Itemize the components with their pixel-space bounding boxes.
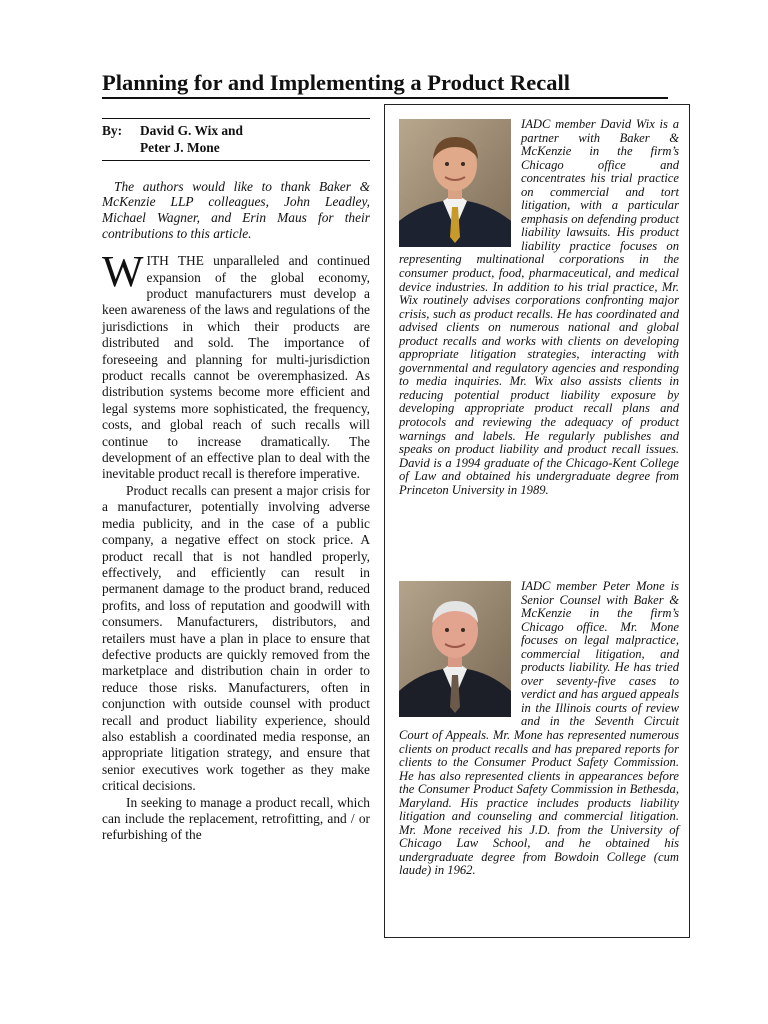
bio-david-wix (399, 118, 679, 497)
title-rule (102, 97, 668, 99)
body-paragraph-1-text: ITH THE unparalleled and continued expansion of the global economy, product manufacturers must develop a keen awareness of the laws and regulations of the jurisdictions in which their products are distributed and sold. The importance of foreseeing and planning for multi-jurisdiction product recalls cannot be overemphasized. As distribution systems become more efficient and legal systems more sophisticated, the frequency, costs, and global reach of such recalls will continue to increase dramatically. The development of an effective plan to deal with the inevitable product recall is therefore imperative. (102, 253, 370, 482)
author-photo-david-wix (399, 119, 511, 247)
bio-peter-mone (399, 580, 679, 878)
body-paragraph-1 (102, 247, 370, 483)
bio-text-peter-mone: IADC member Peter Mone is Senior Counsel with Baker & McKenzie in the firm’s Chicago office. Mr. Mone focuses on legal malpractice, commercial litigation, and products liability. He has tried over seventy-five cases to verdict and has argued appeals in the Illinois courts of review and in the Seventh Circuit Court of Appeals. Mr. Mone has represented numerous clients on product recalls and has prepared reports for clients to the Consumer Product Safety Commission. He has also represented clients in appearances before the Consumer Product Safety Commission in Bethesda, Maryland. His practice includes products liability litigation and counseling and commercial litigation. Mr. Mone received his J.D. from the University of Chicago Law School, and he obtained his undergraduate degree from Bowdoin College (cum laude) in 1962. (399, 579, 679, 878)
bio-text-david-wix: IADC member David Wix is a partner with Baker & McKenzie in the firm’s Chicago office and concentrates his trial practice on commercial and tort litigation, with a particular emphasis on defending product liability lawsuits. His product liability practice focuses on representing multinational corporations in the consumer product, food, pharmaceutical, and medical device industries. In addition to his trial practice, Mr. Wix routinely advises corporations confronting major crisis, such as product recalls. He has coordinated and advised clients on numerous national and global product recalls and works with clients on developing appropriate litigation strategies, interacting with governmental and regulatory agencies and responding to media inquiries. Mr. Wix also assists clients in reducing potential product liability exposure by developing appropriate product recall plans and protocols and reviewing the adequacy of product warnings and labels. He regularly publishes and speaks on product liability and product recall issues. David is a 1994 graduate of the Chicago-Kent College of Law and obtained his undergraduate degree from Princeton University in 1989. (399, 117, 679, 497)
body-paragraph-3: In seeking to manage a product recall, which can include the replacement, retrofitting, and / or refurbishing of the (102, 794, 370, 843)
byline-bottom-rule (102, 160, 370, 161)
portrait-icon (399, 119, 511, 247)
author-1: David G. Wix and (140, 123, 243, 138)
left-column (102, 118, 370, 844)
drop-cap: W (102, 247, 144, 297)
byline-label: By: (102, 123, 123, 138)
portrait-icon (399, 581, 511, 717)
body-paragraph-2: Product recalls can present a major crisis for a manufacturer, potentially involving adverse media publicity, and in the case of a public company, a negative effect on stock price. A product recall that is not handled properly, effectively, and efficiently can result in permanent damage to the product brand, reduced profits, and loss of reputation and goodwill with consumers. Manufacturers, distributors, and retailers must have a plan in place to ensure that defective products are quickly removed from the marketplace and distribution chain in order to reduce those risks. Manufacturers, often in conjunction with outside counsel with product recall and product liability experience, should also establish a coordinated media response, an appropriate litigation strategy, and ensure that senior executives work together as they make critical decisions. (102, 482, 370, 794)
byline-authors (140, 122, 243, 157)
article-title: Planning for and Implementing a Product Recall (102, 70, 570, 95)
article-body (102, 247, 370, 844)
acknowledgment: The authors would like to thank Baker & McKenzie LLP colleagues, John Leadley, Michael Wagner, and Erin Maus for their contributions to this article. (102, 178, 370, 241)
author-photo-peter-mone (399, 581, 511, 717)
author-2: Peter J. Mone (140, 140, 220, 156)
byline (102, 119, 370, 160)
author-bio-box (384, 104, 690, 938)
